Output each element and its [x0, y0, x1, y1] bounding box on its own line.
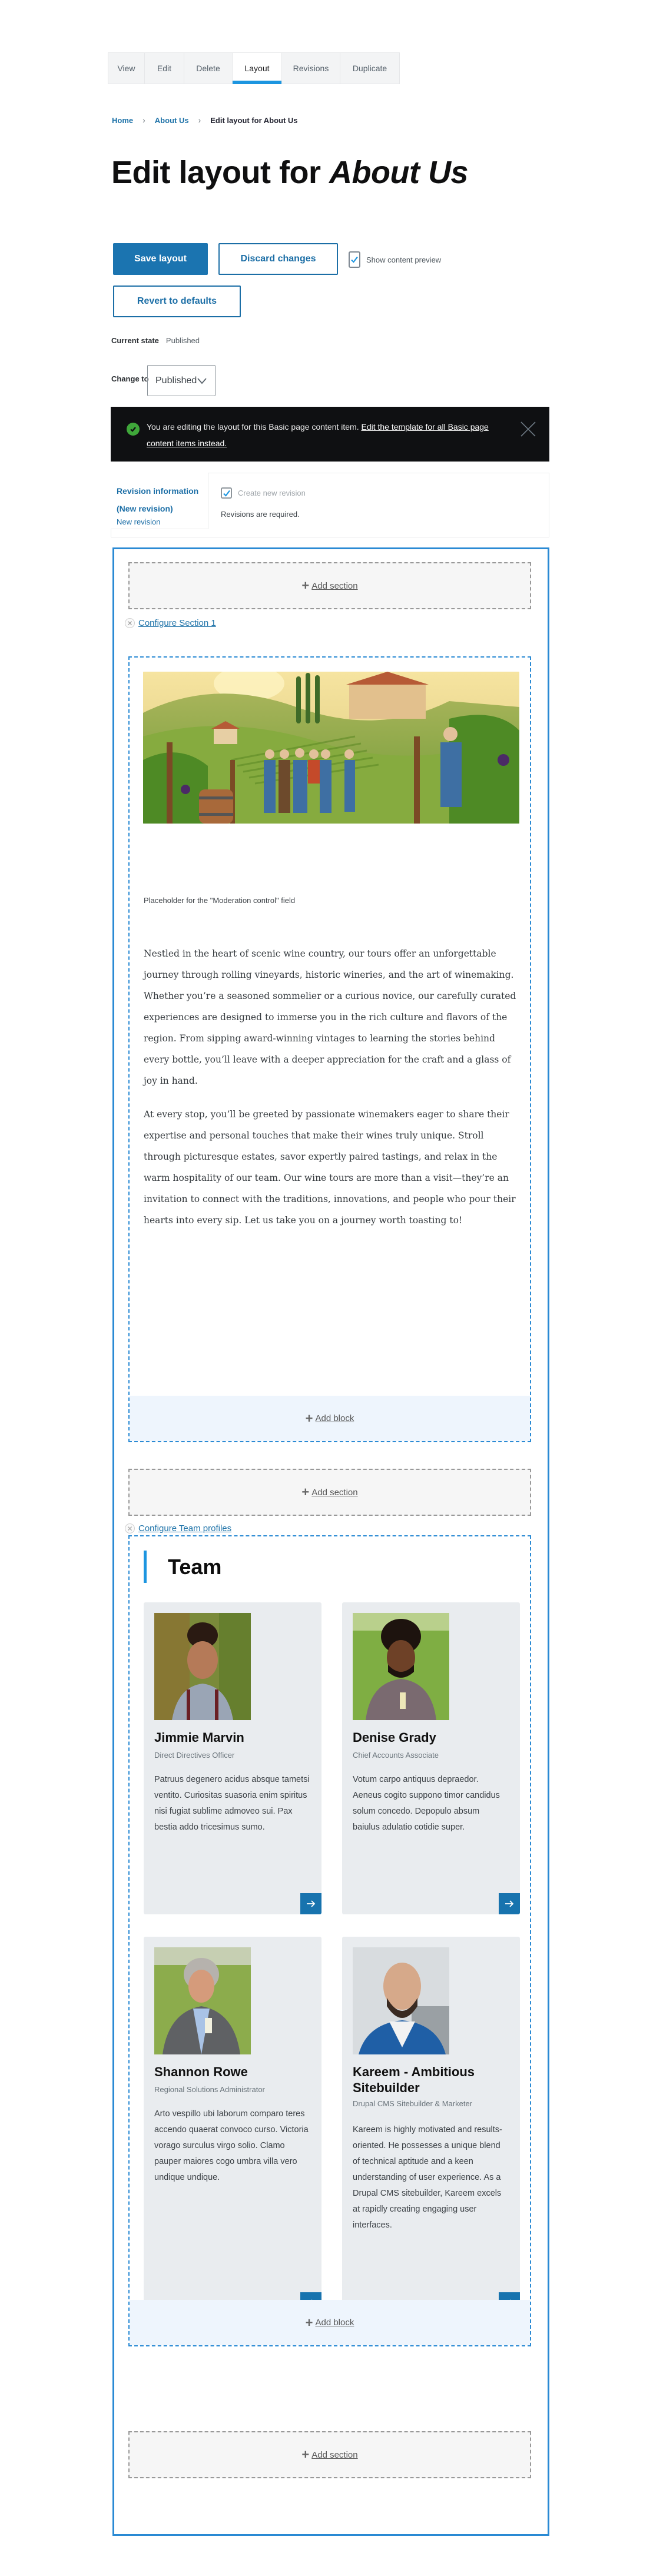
remove-section-icon[interactable]: ✕ [125, 618, 135, 628]
team-member-role: Regional Solutions Administrator [154, 2085, 265, 2094]
team-member-name: Kareem - Ambitious Sitebuilder [353, 2064, 475, 2095]
discard-changes-button[interactable]: Discard changes [218, 243, 338, 275]
plus-icon: + [301, 2447, 310, 2462]
create-new-revision-toggle[interactable] [221, 487, 306, 499]
hero-image [143, 672, 519, 824]
tab-layout[interactable]: Layout [233, 53, 282, 84]
team-member-bio: Votum carpo antiquus depraedor. Aeneus cogito suppono timor candidus solum concedo. Depopulo absum baiulus adulatio cotidie super. [353, 1775, 500, 1832]
team-card [144, 1602, 321, 1914]
revision-tab-summary: New revision [117, 517, 161, 526]
page-title [111, 154, 468, 191]
change-to-select[interactable] [147, 365, 216, 396]
current-state [111, 336, 200, 345]
configure-section-1-label: Configure Section 1 [138, 618, 216, 628]
arrow-right-icon [306, 1899, 316, 1908]
page-title-prefix: Edit layout for [111, 155, 329, 190]
show-content-preview-toggle[interactable] [349, 251, 441, 268]
save-layout-button[interactable]: Save layout [113, 243, 208, 275]
team-member-bio: Arto vespillo ubi laborum comparo teres accendo quaerat convoco curso. Victoria vorago surculus virgo solio. Clamo pauper maiores cogo umbra villa vero undique undique. [154, 2109, 309, 2182]
add-section-label: Add section [311, 1487, 358, 1498]
configure-section-1-link[interactable] [125, 618, 216, 628]
page-title-entity: About Us [329, 155, 468, 190]
status-message-body: You are editing the layout for this Basic page content item. [147, 422, 362, 431]
body-paragraph-1: Nestled in the heart of scenic wine country, our tours offer an unforgettable journey through rolling vineyards, historic wineries, and the art of winemaking. Whether you’re a seasoned sommelier or a curious novice, our carefully curated experiences are designed to immerse you in the rich culture and flavors of the region. From sipping award-winning vintages to learning the stories behind every bottle, you’ll leave with a deeper appreciation for the craft and a glass of joy in hand. [144, 948, 516, 1086]
team-member-name: Denise Grady [353, 1730, 436, 1745]
create-new-revision-label: Create new revision [238, 489, 306, 497]
add-section-label: Add section [311, 2449, 358, 2460]
change-to-selected-value: Published [155, 375, 197, 386]
team-member-role: Direct Directives Officer [154, 1751, 235, 1760]
create-new-revision-checkbox[interactable] [221, 487, 232, 499]
checkmark-icon [350, 255, 359, 264]
team-member-photo [154, 1947, 251, 2054]
team-section-region [128, 1535, 531, 2346]
plus-icon: + [301, 578, 310, 593]
tab-view[interactable]: View [108, 53, 145, 84]
body-paragraph-2: At every stop, you’ll be greeted by passionate winemakers eager to share their expertise and personal touches that make their wines truly unique. Stroll through picturesque estates, savor expertly paired tastings, and relax in the warm hospitality of our team. Our wine tours are more than a visit—they’re an invitation to connect with the traditions, innovations, and people who pour their hearts into every sip. Let us take you on a journey worth toasting to! [144, 1109, 516, 1226]
add-section-button[interactable] [128, 1469, 531, 1516]
revision-tab[interactable] [111, 473, 208, 529]
revision-tab-title: Revision information (New revision) [117, 486, 199, 513]
add-block-button[interactable] [130, 2300, 530, 2345]
team-member-name: Shannon Rowe [154, 2064, 248, 2079]
breadcrumb-about-us-link[interactable]: About Us [154, 115, 189, 125]
portrait-image-icon [353, 1947, 449, 2054]
configure-team-profiles-link[interactable] [125, 1523, 231, 1533]
moderation-control-placeholder: Placeholder for the "Moderation control" field [144, 896, 296, 905]
show-content-preview-checkbox[interactable] [349, 251, 360, 268]
breadcrumb-separator-icon: › [142, 115, 145, 125]
portrait-image-icon [154, 1947, 251, 2054]
change-to-label: Change to [111, 374, 149, 383]
show-content-preview-label: Show content preview [366, 255, 442, 264]
add-block-button[interactable] [130, 1396, 530, 1441]
vineyard-image-icon [143, 672, 519, 824]
team-member-name: Jimmie Marvin [154, 1730, 244, 1745]
team-member-photo [154, 1613, 251, 1720]
add-section-button[interactable] [128, 2431, 531, 2478]
team-card [342, 1602, 520, 1914]
revert-to-defaults-button[interactable]: Revert to defaults [113, 286, 241, 317]
plus-icon: + [301, 1485, 310, 1499]
breadcrumb-home-link[interactable]: Home [112, 115, 134, 125]
tab-edit[interactable]: Edit [145, 53, 184, 84]
team-heading: Team [144, 1551, 221, 1583]
checkmark-icon [223, 489, 231, 497]
tab-duplicate[interactable]: Duplicate [352, 64, 387, 73]
team-member-bio: Patruus degenero acidus absque tametsi ventito. Curiositas suasoria enim spiritus nisi fugiat sublime admoveo sui. Pax bestia addo tricesimus sumo. [154, 1775, 310, 1832]
revisions-required-text: Revisions are required. [221, 510, 300, 519]
status-message-text [147, 419, 500, 452]
tab-revisions[interactable]: Revisions [282, 53, 340, 84]
close-icon[interactable] [520, 421, 536, 437]
revision-information-panel [111, 473, 549, 537]
read-more-button[interactable] [300, 1893, 321, 1914]
plus-icon: + [305, 2315, 313, 2330]
layout-builder [112, 547, 549, 2536]
local-tasks-tabs [108, 52, 400, 84]
add-section-button[interactable] [128, 562, 531, 609]
tab-delete[interactable]: Delete [184, 53, 233, 84]
team-member-role: Drupal CMS Sitebuilder & Marketer [353, 2099, 473, 2108]
section-1-region [128, 656, 531, 1442]
configure-team-profiles-label: Configure Team profiles [138, 1523, 232, 1533]
check-circle-icon [127, 423, 140, 436]
plus-icon: + [305, 1410, 313, 1426]
status-message [111, 407, 549, 462]
team-member-photo [353, 1613, 449, 1720]
add-section-label: Add section [311, 580, 358, 591]
team-member-bio: Kareem is highly motivated and results-oriented. He possesses a unique blend of technical aptitude and a keen understanding of user experience. As a Drupal CMS sitebuilder, Kareem excels at rapidly creating engaging user interfaces. [353, 2125, 502, 2230]
breadcrumb [112, 115, 298, 125]
team-card [342, 1937, 520, 2313]
team-member-role: Chief Accounts Associate [353, 1751, 439, 1760]
remove-section-icon[interactable]: ✕ [125, 1523, 135, 1533]
current-state-value: Published [165, 336, 200, 345]
portrait-image-icon [154, 1613, 251, 1720]
add-block-label: Add block [315, 1413, 354, 1423]
portrait-image-icon [353, 1613, 449, 1720]
current-state-label: Current state [111, 336, 159, 345]
edit-template-link[interactable]: Edit the template for all Basic page content items instead. [147, 422, 489, 448]
team-member-photo [353, 1947, 449, 2054]
chevron-down-icon [197, 377, 207, 384]
read-more-button[interactable] [499, 1893, 520, 1914]
team-card [144, 1937, 321, 2313]
arrow-right-icon [505, 1899, 514, 1908]
add-block-label: Add block [315, 2318, 354, 2328]
breadcrumb-current: Edit layout for About Us [210, 115, 298, 125]
breadcrumb-separator-icon: › [198, 115, 201, 125]
